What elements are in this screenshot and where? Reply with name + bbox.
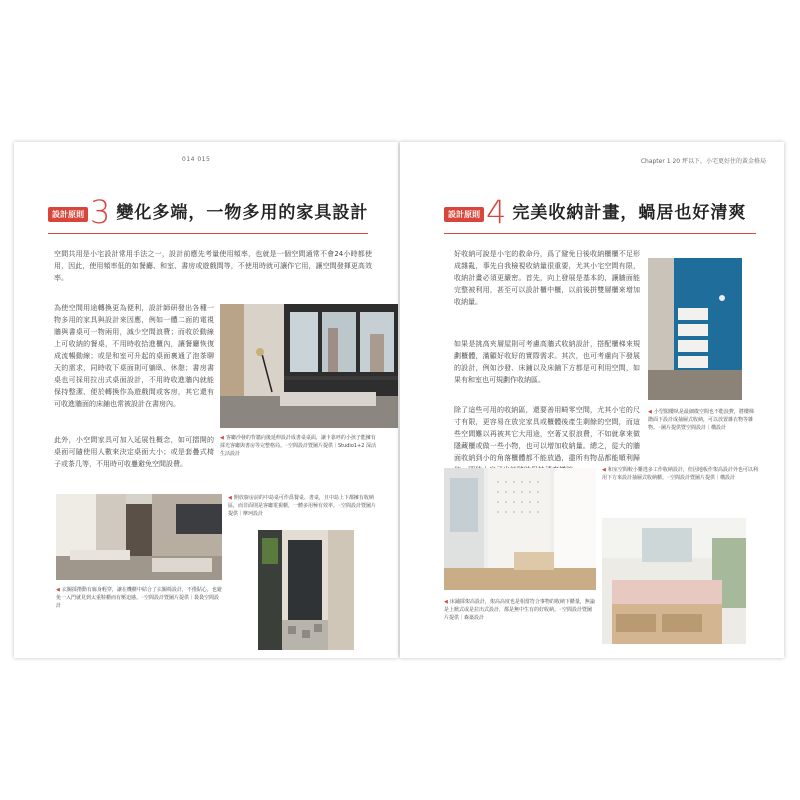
caption-marker-icon: ◀ (602, 467, 606, 473)
body-paragraph-3: 此外，小空間家具可加入延展性概念，如可摺開的桌面可隨使用人數來決定桌面大小；或是套疊式椅子或茶几等，不用時可收疊避免空間設費。 (54, 436, 214, 468)
body-paragraph-1: 好收納可說是小宅的救命丹，爲了避免日後收納櫃櫃不足形成雜亂，事先自我檢視收納量很重要，尤其小宅空間有限，收納計畫必須更嚴密。首先，向上發展是基本的，讓牆面能完整被利用，甚至可以設計櫃中櫃，以前後拼雙層櫃來增加收納量。 (454, 250, 640, 306)
section-number: 3 (90, 193, 111, 231)
caption-text: 開放廚房前的中島桌可作爲餐桌、書桌，且中島上下都擁有收納區，而非面則是客廳電視櫃，一體多用極有效率。◦空間設計暨圖片提供｜摩珂設計 (228, 495, 376, 517)
caption-bed-storage (444, 598, 596, 622)
right-page (400, 142, 784, 658)
design-principle-badge: 設計原則 (48, 207, 88, 222)
caption-marker-icon: ◀ (56, 587, 60, 593)
section-title: 變化多端，一物多用的家具設計 (116, 203, 369, 223)
photo-entry-hallway (258, 530, 354, 650)
caption-text: 床鋪採架高設計，架高高度也是相當符合事物的收納下櫃量，無論是上掀式或是拉出式設計，都是無中生有的好收納。◦空間設計暨圖片提供｜森築設計 (444, 599, 595, 621)
section-heading (48, 193, 369, 231)
photo-bedroom (602, 518, 746, 644)
caption-marker-icon: ◀ (444, 599, 448, 605)
body-paragraph-1: 空間共用是小宅設計常用手法之一，設計前應先考量使用頻率，也就是一個空間通常不會24小時都使用，因此，使用頻率低的如餐廳、和室、書房或遊戲間等，不使用時就可讓作它用，讓空間發揮更高效率。 (54, 250, 372, 282)
caption-marker-icon: ◀ (220, 435, 224, 441)
caption-living-room (220, 434, 378, 458)
caption-text: 玄關採揹動有廊身輕穿，讓在機櫃中結合了玄關椅設計，不僅貼心，也避免一入門就見到太重鞋櫃而有壓迫感。◦空間設計暨圖片提供｜裊裊空間設計 (56, 587, 222, 609)
body-paragraph-3: 除了這些可用的收納區，還要善用畸零空間，尤其小宅的尺寸有限，更容易在放完家具或櫃體後產生剩餘的空間，而這些空間難以再被其它大用途，空著又很浪費，不如就拿來做隱藏櫃或做一些小物，也可以增加收納量。總之，從大的牆面收納到小的角落櫃體都不能放過，盡所有物品都能順利歸 (454, 406, 640, 462)
heading-rule (444, 233, 756, 234)
heading-rule (48, 233, 368, 234)
caption-kitchen (228, 494, 378, 518)
caption-text: 和室空間較小難逃多工作收納設計，但因地板作架高設計外也可以利用下方來設計抽屜式收納櫃。◦空間設計暨圖片提供｜構設計 (602, 467, 758, 481)
section-number: 4 (486, 193, 507, 231)
caption-marker-icon: ◀ (648, 409, 652, 415)
photo-living-room-window (220, 304, 398, 428)
body-paragraph-2: 為使空間用途轉換更為便利，設計師研發出各種一物多用的家具與設計來因應，例如一體二面的電視牆與書桌可一物兩用，減少空間浪費；而收於動線上可收納的餐桌，不用時收拾進櫃內，讓餐廳恢復成流暢動線；或是和室可升起的桌面裏通了泡茶聊天的需求，同時收下桌面則可躺臥、休憩；書房書桌也可採用拉出式桌面設計，不用時收進牆內就能保持整潔、便於轉換作為遊戲間或客房，其它還有可收進牆面的床鋪也常被設計在書房內。 (54, 304, 214, 408)
caption-loft-stairs (648, 408, 756, 432)
photo-pegboard-storage (444, 468, 596, 590)
photo-loft-stairs (648, 258, 742, 400)
chapter-header: Chapter 1 20 坪以下，小宅更好住的黃金格局 (640, 158, 766, 165)
caption-marker-icon: ◀ (228, 495, 232, 501)
section-title: 完美收納計畫，蝸居也好清爽 (512, 203, 747, 223)
caption-entry (56, 586, 222, 610)
page-numbers: 014 015 (182, 156, 211, 163)
caption-text: 小型閣樓臥是最細微空間也不能浪費，將樓梯階面下設計成抽屜式收納，可以放置雜衣物等雜物。◦圖片提供暨空間設計｜構設計 (648, 409, 754, 431)
caption-text: 客廳沙發的背牆向後延伸設計成書桌桌面，讓卡靠呼的小孩子能擁有採光客廳與書房等完整格局。◦空間設計暨圖片提供｜Studio1+2 深活生活設計 (220, 435, 377, 457)
caption-tatami (602, 466, 758, 482)
left-page (14, 142, 398, 658)
photo-bedroom-base (602, 644, 746, 658)
design-principle-badge: 設計原則 (444, 207, 484, 222)
photo-kitchen-island (56, 494, 222, 580)
body-paragraph-2: 如果是挑高夾層屋則可考慮高牆式收納設計，搭配櫃梯來規劃櫃體，滿顧好收好的實際需求。其次，也可考慮向下發展的設計，例如沙發、床鋪以及床鋪下方都是可利用空間，如果有和室也可規劃作收納區。 (454, 340, 640, 384)
section-heading (444, 193, 747, 231)
